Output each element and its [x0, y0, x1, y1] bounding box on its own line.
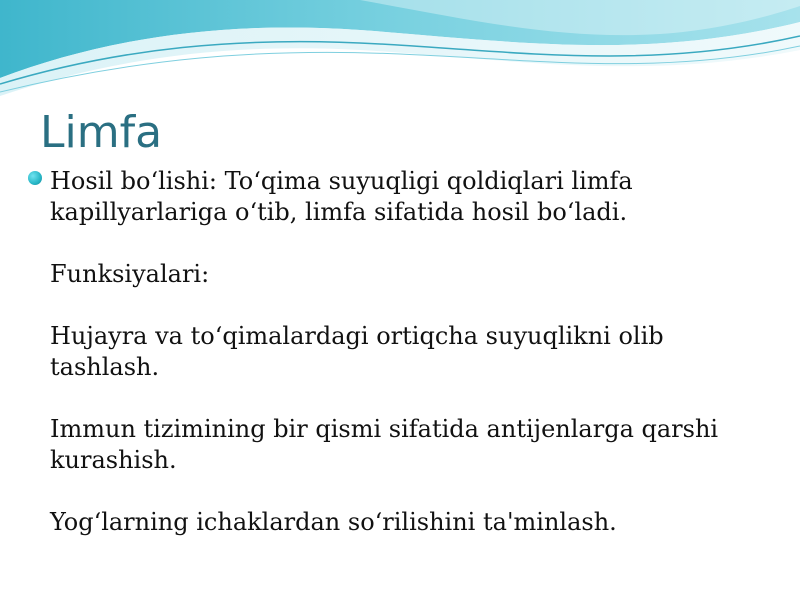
spacer [28, 383, 773, 414]
function-3-line-1: Yog‘larning ichaklardan so‘rilishini ta'minlash. [50, 508, 617, 536]
function-1-line-1: Hujayra va to‘qimalardagi ortiqcha suyuqlikni olib [50, 322, 664, 350]
function-2-line-2: kurashish. [50, 446, 177, 474]
function-item-3 [28, 507, 773, 538]
slide-title: Limfa [40, 107, 163, 158]
spacer [28, 476, 773, 507]
function-item-1 [28, 321, 773, 383]
slide-body [28, 166, 773, 538]
function-item-2 [28, 414, 773, 476]
bullet-paragraph [28, 166, 773, 228]
spacer [28, 290, 773, 321]
function-2-line-1: Immun tizimining bir qismi sifatida antijenlarga qarshi [50, 415, 719, 443]
functions-label: Funksiyalari: [50, 260, 210, 288]
bullet-line-1: Hosil bo‘lishi: To‘qima suyuqligi qoldiqlari limfa [50, 167, 633, 195]
function-1-line-2: tashlash. [50, 353, 160, 381]
bullet-line-2: kapillyarlariga o‘tib, limfa sifatida hosil bo‘ladi. [50, 198, 628, 226]
spacer [28, 228, 773, 259]
round-bullet-icon [28, 171, 42, 185]
decorative-wave-header [0, 0, 800, 110]
